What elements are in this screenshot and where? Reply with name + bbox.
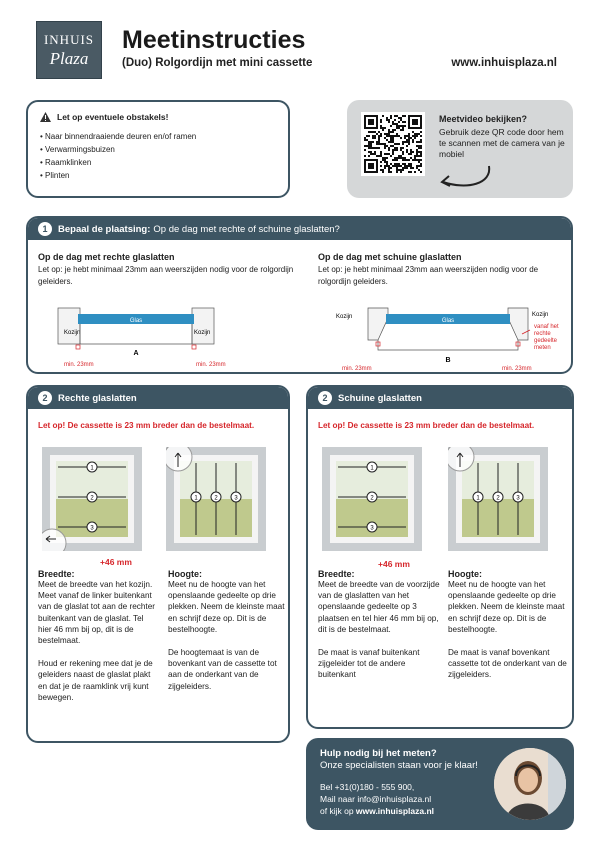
warning-bold: Let op!: [38, 421, 66, 430]
step-title: Rechte glaslatten: [58, 392, 137, 404]
straight-glass-diagram: [42, 304, 272, 372]
min-23mm-label: min. 23mm: [196, 362, 226, 368]
obstacles-list: [40, 130, 276, 182]
list-item: • Plinten: [40, 171, 70, 180]
logo-top-text: INHUIS: [43, 32, 95, 47]
step-2-slanted-section: [306, 385, 574, 729]
svg-text:2: 2: [214, 495, 218, 502]
video-qr-box: [347, 100, 573, 198]
min-23mm-label: min. 23mm: [342, 366, 372, 372]
glas-label: Glas: [129, 318, 143, 324]
warning-bold: Let op!: [318, 421, 346, 430]
slanted-glass-diagram: [324, 304, 572, 372]
height-title: Hoogte:: [448, 569, 482, 579]
warning-icon: [40, 112, 51, 122]
plus-46mm-label: +46 mm: [100, 557, 132, 567]
curved-arrow-icon: [437, 164, 497, 192]
width-title: Breedte:: [38, 569, 75, 579]
svg-text:1: 1: [370, 465, 374, 472]
width-note: De maat is vanaf buitenkant zijgeleider tot de andere buitenkant: [318, 648, 420, 680]
help-contact-box: [306, 738, 574, 830]
page-subtitle: (Duo) Rolgordijn met mini cassette: [122, 57, 313, 69]
web-link[interactable]: www.inhuisplaza.nl: [355, 806, 435, 816]
brand-logo: [36, 21, 102, 79]
kozijn-label: Kozijn: [336, 314, 353, 320]
label-b: B: [445, 357, 451, 364]
step-number: 1: [38, 222, 52, 236]
step-number: 2: [38, 391, 52, 405]
plus-46mm-label: +46 mm: [378, 559, 410, 569]
slanted-glass-title: Op de dag met schuine glaslatten: [318, 252, 462, 262]
cassette-warning: [318, 421, 534, 430]
step-2-straight-section: [26, 385, 290, 743]
cassette-warning: [38, 421, 254, 430]
kozijn-label: Kozijn: [532, 312, 549, 318]
step-question: Op de dag met rechte of schuine glaslatten?: [153, 223, 340, 235]
min-23mm-label: min. 23mm: [502, 366, 532, 372]
measure-note-line4: meten: [534, 345, 551, 351]
height-note: De hoogtemaat is van de bovenkant van de cassette tot aan de onderkant van de zijgeleiders.: [168, 648, 277, 691]
page-title: Meetinstructies: [122, 26, 306, 54]
svg-text:1: 1: [90, 465, 94, 472]
straight-glass-text: Let op: je hebt minimaal 23mm aan weerszijden nodig voor de rolgordijn geleiders.: [38, 265, 294, 286]
step-title: Schuine glaslatten: [338, 392, 422, 404]
qr-code[interactable]: [361, 112, 425, 176]
window-width-illustration: [322, 447, 422, 556]
width-note: Houd er rekening mee dat je de geleiders naast de glaslat plakt en dat je de raamklink vrij kunt bewegen.: [38, 659, 153, 702]
straight-glass-title: Op de dag met rechte glaslatten: [38, 252, 175, 262]
min-23mm-label: min. 23mm: [64, 362, 94, 368]
measure-note-line1: vanaf het: [534, 324, 559, 330]
list-item: • Verwarmingsbuizen: [40, 145, 115, 154]
svg-text:3: 3: [370, 525, 374, 532]
video-title: Meetvideo bekijken?: [439, 114, 528, 124]
mail-text[interactable]: Mail naar info@inhuisplaza.nl: [320, 794, 432, 804]
svg-text:3: 3: [516, 495, 520, 502]
video-text: Gebruik deze QR code door hem te scannen met de camera van je mobiel: [439, 127, 565, 159]
measure-note-line3: gedeelte: [534, 338, 558, 344]
width-text: Meet de breedte van de voorzijde van de glaslatten van het openslaande gedeelte op 3 plaatsen en tel hier 46 mm bij op, dit is de bestelmaat.: [318, 580, 440, 634]
height-text: Meet nu de hoogte van het openslaande gedeelte op drie plekken. Neem de kleinste maat en schrijf deze op. Dit is de bestelhoogte.: [168, 580, 285, 634]
list-item: • Naar binnendraaiende deuren en/of ramen: [40, 132, 197, 141]
height-text: Meet nu de hoogte van het openslaande gedeelte op drie plekken. Neem de kleinste maat en schrijf deze op. Dit is de bestelhoogte.: [448, 580, 565, 634]
label-a: A: [133, 350, 139, 357]
svg-text:1: 1: [194, 495, 198, 502]
height-title: Hoogte:: [168, 569, 202, 579]
help-title: Hulp nodig bij het meten?: [320, 748, 437, 759]
svg-text:2: 2: [90, 495, 94, 502]
warning-text: De cassette is 23 mm breder dan de bestelmaat.: [347, 421, 535, 430]
list-item: • Raamklinken: [40, 158, 92, 167]
website-link[interactable]: www.inhuisplaza.nl: [451, 57, 557, 69]
svg-text:2: 2: [496, 495, 500, 502]
warning-text: De cassette is 23 mm breder dan de bestelmaat.: [67, 421, 255, 430]
svg-text:1: 1: [476, 495, 480, 502]
kozijn-label: Kozijn: [194, 330, 211, 336]
svg-text:3: 3: [234, 495, 238, 502]
kozijn-label: Kozijn: [64, 330, 81, 336]
obstacles-warning-box: [26, 100, 290, 198]
window-height-illustration: [448, 447, 548, 556]
glas-label: Glas: [441, 318, 455, 324]
window-width-illustration: [42, 447, 142, 556]
web-prefix: of kijk op: [320, 806, 354, 816]
specialist-avatar: [494, 748, 566, 820]
help-subtitle: Onze specialisten staan voor je klaar!: [320, 760, 478, 771]
phone-text[interactable]: Bel +31(0)180 - 555 900,: [320, 782, 415, 792]
window-height-illustration: [166, 447, 266, 556]
warning-title: Let op eventuele obstakels!: [57, 112, 169, 122]
width-title: Breedte:: [318, 569, 355, 579]
step-number: 2: [318, 391, 332, 405]
svg-text:3: 3: [90, 525, 94, 532]
measure-note-line2: rechte: [534, 331, 551, 337]
width-text: Meet de breedte van het kozijn. Meet vanaf de linker buitenkant van de glaslat tot aan de rechter buitenkant van de glaslat. Tel hier 46 mm bij op, dit is de bestelmaat.: [38, 580, 155, 646]
height-note: De maat is vanaf bovenkant cassette tot de onderkant van de zijgeleiders.: [448, 648, 567, 680]
slanted-glass-text: Let op: je hebt minimaal 23mm aan weerszijden nodig voor de rolgordijn geleiders.: [318, 265, 539, 286]
logo-bottom-text: Plaza: [49, 49, 89, 68]
svg-text:2: 2: [370, 495, 374, 502]
step-1-section: [26, 216, 573, 374]
step-title: Bepaal de plaatsing:: [58, 223, 151, 235]
